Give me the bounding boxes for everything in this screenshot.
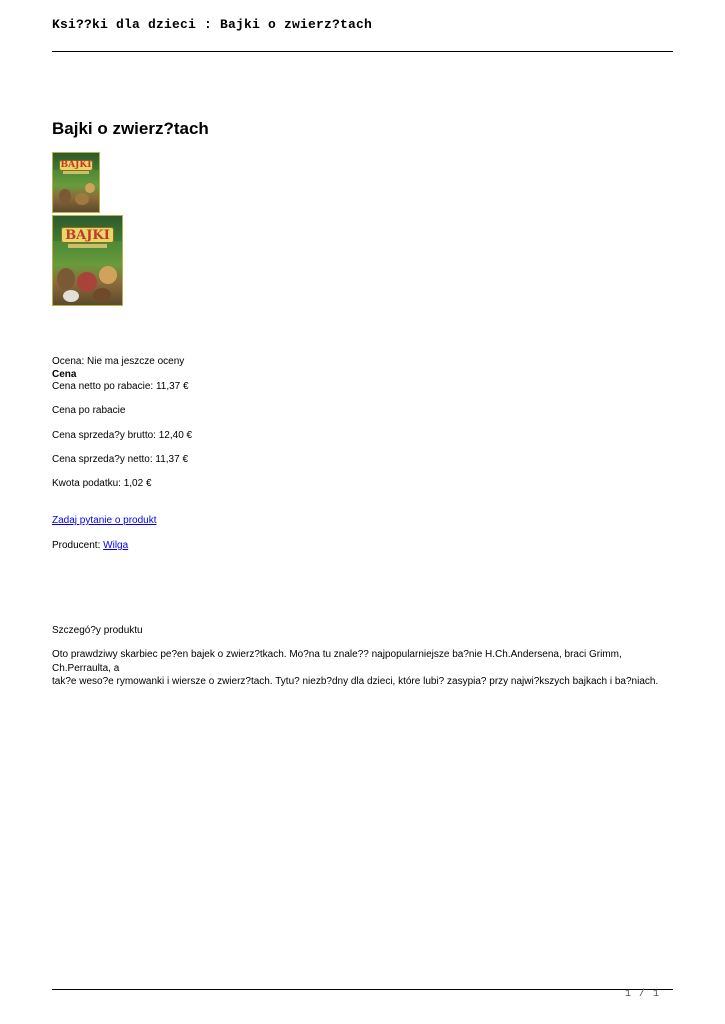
- details-heading: Szczegó?y produktu: [52, 625, 143, 636]
- footer-divider: [52, 989, 673, 990]
- ask-question-row: [52, 514, 157, 527]
- product-cover-image[interactable]: [52, 215, 123, 306]
- producer-label: Producent:: [52, 540, 104, 551]
- product-thumbnail-image[interactable]: [52, 152, 100, 213]
- net-price: Cena sprzeda?y netto: 11,37 €: [52, 454, 189, 465]
- description-line-1: Oto prawdziwy skarbiec pe?en bajek o zwierz?tkach. Mo?na tu znale?? najpopularniejsze ba?nie H.Ch.Andersena, braci Grimm, Ch.Perraulta, a: [52, 649, 622, 674]
- tax-amount: Kwota podatku: 1,02 €: [52, 478, 152, 489]
- product-title: Bajki o zwierz?tach: [52, 119, 209, 138]
- product-description: [52, 648, 682, 689]
- description-line-2: tak?e weso?e rymowanki i wiersze o zwierz?tach. Tytu? niezb?dny dla dzieci, które lubi? zasypia? przy najwi?kszych bajkach i ba?niach.: [52, 676, 659, 687]
- page-number: 1 / 1: [625, 989, 661, 1000]
- net-after-discount: Cena netto po rabacie: 11,37 €: [52, 381, 189, 392]
- ask-question-link[interactable]: Zadaj pytanie o produkt: [52, 515, 157, 526]
- rating-text: Ocena: Nie ma jeszcze oceny: [52, 356, 185, 367]
- cover-title-text: BAJKI: [60, 160, 92, 171]
- document-header-title: Ksi??ki dla dzieci : Bajki o zwierz?tach: [52, 17, 373, 32]
- producer-link[interactable]: Wilga: [103, 540, 129, 551]
- producer-row: [52, 539, 128, 552]
- cover-title-text-large: BAJKI: [65, 227, 110, 243]
- header-divider: [52, 51, 673, 52]
- price-heading: Cena: [52, 369, 77, 380]
- after-discount-label: Cena po rabacie: [52, 405, 126, 416]
- gross-price: Cena sprzeda?y brutto: 12,40 €: [52, 430, 193, 441]
